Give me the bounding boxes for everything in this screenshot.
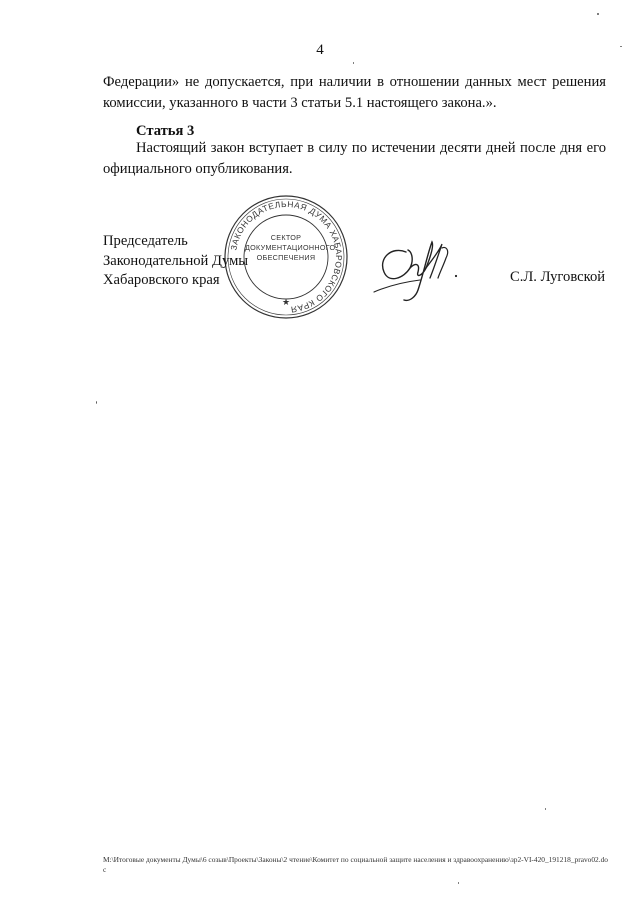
seal-star-icon: ★ <box>281 298 291 308</box>
continuation-paragraph: Федерации» не допускается, при наличии в отношении данных мест решения комиссии, указанного в части 3 статьи 5.1 настоящего закона.». <box>103 74 606 111</box>
scan-speck <box>458 882 459 884</box>
seal-center-text <box>245 233 336 263</box>
scan-speck <box>620 46 622 47</box>
seal-ring-text: ЗАКОНОДАТЕЛЬНАЯ ДУМА ХАБАРОВСКОГО КРАЯ <box>228 198 345 315</box>
signatory-title-line: Председатель <box>103 233 188 249</box>
page-number: 4 <box>316 42 324 58</box>
article-3-heading: Статья 3 <box>136 123 195 139</box>
article-3-body: Настоящий закон вступает в силу по истечении десяти дней после дня его официального опубликования. <box>103 140 606 177</box>
scan-speck <box>545 808 546 810</box>
scan-speck <box>96 401 97 404</box>
signatory-title-line: Хабаровского края <box>103 272 220 288</box>
scan-speck <box>597 13 599 15</box>
footer-file-path: M:\Итоговые документы Думы\6 созыв\Проекты\Законы\2 чтение\Комитет по социальной защите населения и здравоохранению\зр2-VI-420_191218_pravo02.doc <box>103 855 608 874</box>
signatory-title-line: Законодательной Думы <box>103 252 249 269</box>
seal-center-line: ОБЕСПЕЧЕНИЯ <box>256 253 316 262</box>
signatory-name: С.Л. Луговской <box>510 269 606 285</box>
handwritten-signature <box>368 238 464 308</box>
seal-center-line: ДОКУМЕНТАЦИОННОГО <box>245 243 336 252</box>
scan-speck <box>353 62 354 64</box>
seal-center-line: СЕКТОР <box>270 233 302 242</box>
signatory-title <box>103 232 248 291</box>
